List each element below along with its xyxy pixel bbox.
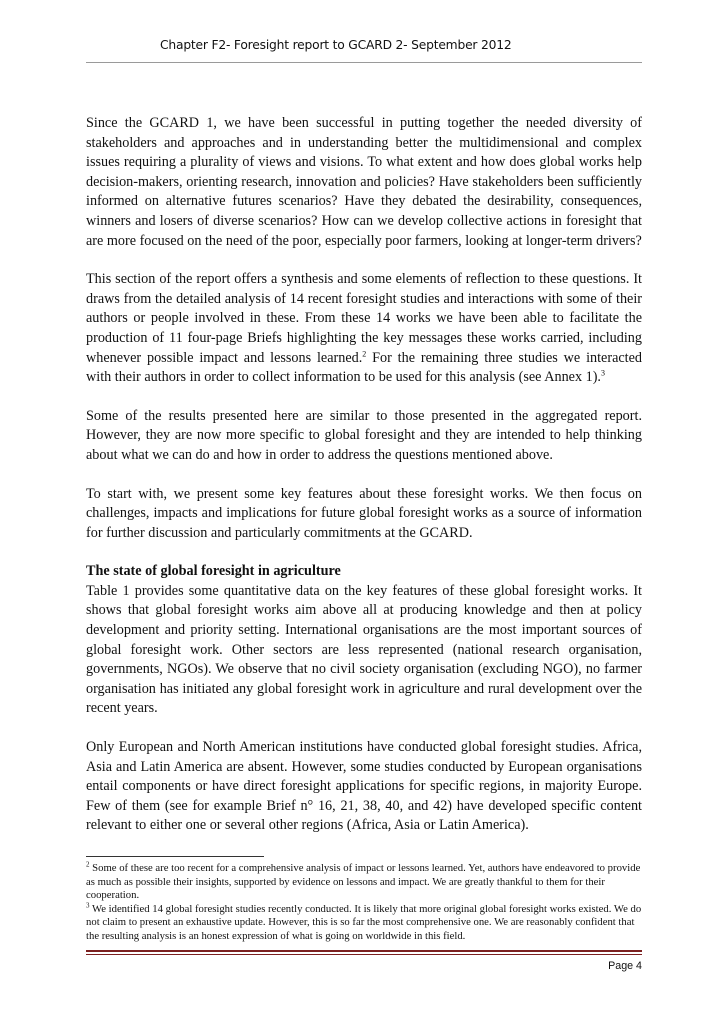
footnote-3 [86,903,642,944]
footnote-2 [86,862,642,903]
footnote-text: We identified 14 global foresight studies recently conducted. It is likely that more original global foresight works existed. We do not claim to present an exhaustive update. However, this is so far the most comprehensive one. We are reasonably confident that the resulting analysis is an honest expression of what is going on worldwide in this field. [86,902,642,942]
section-heading: The state of global foresight in agriculture [86,563,341,580]
footnotes [86,862,642,944]
paragraph-2-part-b: For the remaining three studies we interacted with their authors in order to collect information to be used for this analysis (see Annex 1). [86,349,642,386]
footer-divider-thick [86,950,642,952]
page-number: Page 4 [608,960,642,972]
footnote-divider [86,856,264,857]
document-body [86,114,642,855]
footnote-text: Some of these are too recent for a comprehensive analysis of impact or lessons learned. Yet, authors have endeavored to provide as much as possible their insights, supported by evidence on lessons and impact. We are greatly thankful to them for their cooperation. [86,862,641,902]
paragraph-3: Some of the results presented here are similar to those presented in the aggregated report. However, they are now more specific to global foresight and they are intended to help thinking about what we can do and how in order to address the questions mentioned above. [86,407,642,463]
paragraph-2-part-a: This section of the report offers a synthesis and some elements of reflection to these questions. It draws from the detailed analysis of 14 recent foresight studies and interactions with some of their authors or people involved in these. From these 14 works we have been able to facilitate the production of 11 four-page Briefs highlighting the key messages these works carried, including whenever possible impact and lessons learned. [86,271,642,366]
page-header-title: Chapter F2- Foresight report to GCARD 2- September 2012 [160,38,512,52]
footer-divider-thin [86,954,642,955]
paragraph-4: To start with, we present some key features about these foresight works. We then focus on challenges, impacts and implications for future global foresight works as a source of information for further discussion and particularly commitments at the GCARD. [86,485,642,541]
paragraph-1: Since the GCARD 1, we have been successful in putting together the needed diversity of stakeholders and approaches and in understanding better the multidimensional and complex issues requiring a plurality of views and visions. To what extent and how does global works help decision-makers, orienting research, innovation and policies? Have stakeholders been sufficiently informed on alternative futures scenarios? Have they debated the desirability, consequences, winners and losers of diverse scenarios? How can we develop collective actions in foresight that are more focused on the need of the poor, especially poor farmers, looking at longer-term drivers? [86,115,642,249]
paragraph-6: Only European and North American institutions have conducted global foresight studies. Africa, Asia and Latin America are absent. However, some studies conducted by European organisations entail components or have direct foresight applications for specific regions, in majority Europe. Few of them (see for example Brief n° 16, 21, 38, 40, and 42) have developed specific content relevant to either one or several other regions (Africa, Asia or Latin America). [86,739,642,834]
footnote-number: 3 [86,901,90,910]
paragraph-5: Table 1 provides some quantitative data on the key features of these global foresight works. It shows that global foresight works aim above all at producing knowledge and then at policy development and priority setting. International organisations are the most important sources of global foresight work. Other sectors are less represented (national research organisation, governments, NGOs). We observe that no civil society organisation (excluding NGO), no farmer organisation has initiated any global foresight work in agriculture and rural development over the recent years. [86,582,642,717]
footnote-number: 2 [86,860,90,869]
header-divider [86,62,642,63]
footnote-ref-3[interactable]: 3 [600,368,605,378]
paragraph-2 [86,270,642,388]
footnote-ref-2[interactable]: 2 [362,348,367,358]
